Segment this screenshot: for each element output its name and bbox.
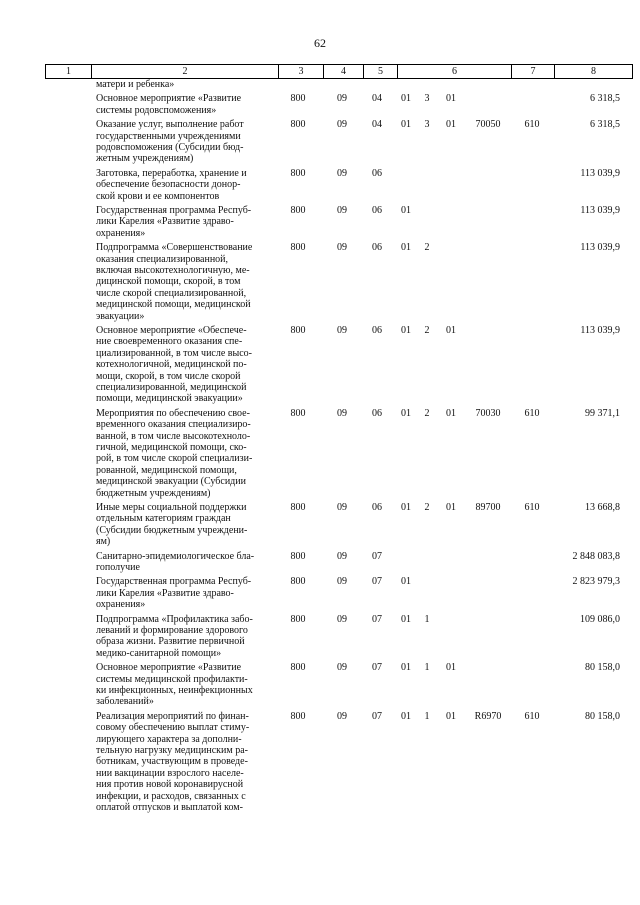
direction: R6970 — [474, 710, 502, 722]
amount: 80 158,0 — [585, 710, 620, 722]
description-line: леваний и формирование здорового — [96, 624, 248, 636]
row-description — [96, 576, 268, 610]
table-row — [0, 711, 640, 817]
budget-code: 800 — [290, 576, 306, 588]
program: 01 — [401, 204, 411, 216]
description-line: дицинской помощи, скорой, в том — [96, 276, 241, 288]
table-row — [0, 576, 640, 613]
budget-code: 800 — [290, 324, 306, 336]
subprogram: 3 — [424, 93, 430, 105]
section: 09 — [337, 407, 347, 419]
activity: 01 — [446, 407, 456, 419]
budget-code: 800 — [290, 407, 306, 419]
description-line: ки инфекционных, неинфекционных — [96, 684, 253, 696]
subprogram: 2 — [424, 242, 430, 254]
subsection: 06 — [372, 324, 382, 336]
row-description — [96, 502, 268, 548]
description-line: Реализация мероприятий по финан- — [96, 710, 249, 722]
activity: 01 — [446, 501, 456, 513]
description-line: обеспечение безопасности донор- — [96, 179, 241, 191]
subsection: 06 — [372, 167, 382, 179]
subsection: 06 — [372, 501, 382, 513]
amount: 99 371,1 — [585, 407, 620, 419]
header-col-4: 4 — [341, 66, 346, 77]
description-line: Заготовка, переработка, хранение и — [96, 167, 247, 179]
expense-type: 610 — [524, 407, 540, 419]
program: 01 — [401, 119, 411, 131]
description-line: ботникам, участвующим в проведе- — [96, 756, 248, 768]
description-line: образа жизни. Развитие первичной — [96, 636, 245, 648]
description-line: числе скорой специализированной, — [96, 287, 247, 299]
description-line: Государственная программа Респуб- — [96, 204, 252, 216]
header-col-2: 2 — [182, 66, 188, 77]
row-description — [96, 711, 268, 814]
amount: 13 668,8 — [585, 501, 620, 513]
activity: 01 — [446, 119, 456, 131]
amount: 113 039,9 — [580, 242, 620, 254]
section: 09 — [337, 550, 347, 562]
row-description — [96, 614, 268, 660]
subsection: 06 — [372, 204, 382, 216]
section: 09 — [337, 204, 347, 216]
table-header — [45, 64, 633, 79]
budget-code: 800 — [290, 710, 306, 722]
description-line: системы медицинской профилакти- — [96, 673, 248, 685]
subprogram: 2 — [424, 324, 430, 336]
description-line: государственными учреждениями — [96, 130, 241, 142]
amount: 113 039,9 — [580, 204, 620, 216]
description-line: Основное мероприятие «Развитие — [96, 662, 242, 674]
subsection: 07 — [372, 613, 382, 625]
subsection: 04 — [372, 119, 382, 131]
program: 01 — [401, 662, 411, 674]
description-line: ванной, в том числе высокотехноло- — [96, 430, 251, 442]
subprogram: 2 — [424, 501, 430, 513]
table-row — [0, 242, 640, 325]
page-number: 62 — [314, 36, 326, 50]
description-line: (Субсидии бюджетным учреждени- — [96, 524, 248, 536]
direction: 70030 — [475, 407, 501, 419]
table-row — [0, 662, 640, 711]
expense-type: 610 — [524, 501, 540, 513]
amount: 113 039,9 — [580, 324, 620, 336]
description-line: циализированной, в том числе высо- — [96, 347, 253, 359]
section: 09 — [337, 576, 347, 588]
description-line: оказания специализированной, — [96, 253, 229, 265]
subsection: 07 — [372, 710, 382, 722]
amount: 2 848 083,8 — [572, 550, 620, 562]
section: 09 — [337, 167, 347, 179]
subprogram: 3 — [424, 119, 430, 131]
description-line: гичной, медицинской помощи, ско- — [96, 441, 247, 453]
program: 01 — [401, 324, 411, 336]
activity: 01 — [446, 93, 456, 105]
description-line: Подпрограмма «Совершенствование — [96, 242, 253, 254]
table-row — [0, 614, 640, 663]
table-body — [0, 79, 640, 816]
table-row — [0, 408, 640, 502]
table-row — [0, 168, 640, 205]
description-line: жетным учреждениям) — [96, 153, 194, 165]
description-line: помощи, медицинской эвакуации» — [96, 393, 243, 405]
budget-code: 800 — [290, 167, 306, 179]
table-row — [0, 325, 640, 408]
description-line: лики Карелия «Развитие здраво- — [96, 216, 234, 228]
table-row — [0, 119, 640, 168]
description-line: Иные меры социальной поддержки — [96, 501, 247, 513]
description-line: родовспоможения (Субсидии бюд- — [96, 142, 244, 153]
description-line: рой, в том числе скорой специализи- — [96, 453, 253, 465]
section: 09 — [337, 324, 347, 336]
section: 09 — [337, 242, 347, 254]
amount: 2 823 979,3 — [572, 576, 620, 588]
table-row — [0, 502, 640, 551]
program: 01 — [401, 242, 411, 254]
description-line: Государственная программа Респуб- — [96, 576, 252, 588]
section: 09 — [337, 119, 347, 131]
row-description — [96, 119, 268, 165]
description-line: медицинской эвакуации (Субсидии — [96, 476, 246, 488]
header-col-8: 8 — [591, 66, 596, 77]
direction: 70050 — [475, 119, 501, 131]
subsection: 07 — [372, 576, 382, 588]
subsection: 04 — [372, 93, 382, 105]
row-description — [96, 93, 268, 116]
expense-type: 610 — [524, 119, 540, 131]
description-line: нии вакцинации взрослого населе- — [96, 767, 244, 779]
subsection: 06 — [372, 242, 382, 254]
row-description — [96, 242, 268, 322]
activity: 01 — [446, 662, 456, 674]
budget-code: 800 — [290, 613, 306, 625]
budget-code: 800 — [290, 119, 306, 131]
description-line: охранения» — [96, 599, 146, 611]
description-line: заболеваний» — [96, 696, 154, 708]
section: 09 — [337, 501, 347, 513]
description-line: ние своевременного оказания спе- — [96, 336, 243, 348]
description-line: медико-санитарной помощи» — [96, 647, 222, 659]
description-line: матери и ребенка» — [96, 79, 175, 90]
description-line: ской крови и ее компонентов — [96, 190, 220, 202]
description-line: эвакуации» — [96, 310, 145, 322]
description-line: Основное мероприятие «Развитие — [96, 93, 242, 105]
amount: 6 318,5 — [590, 93, 620, 105]
description-line: Мероприятия по обеспечению свое- — [96, 407, 250, 419]
budget-code: 800 — [290, 662, 306, 674]
subsection: 07 — [372, 662, 382, 674]
activity: 01 — [446, 324, 456, 336]
budget-code: 800 — [290, 204, 306, 216]
row-description — [96, 79, 268, 90]
description-line: специализированной, медицинской — [96, 381, 247, 393]
description-line: Основное мероприятие «Обеспече- — [96, 324, 247, 336]
description-line: ям) — [96, 536, 111, 548]
row-description — [96, 551, 268, 574]
program: 01 — [401, 407, 411, 419]
description-line: оплатой отпусков и выплатой ком- — [96, 801, 243, 813]
budget-code: 800 — [290, 501, 306, 513]
program: 01 — [401, 501, 411, 513]
table-row — [0, 551, 640, 577]
description-line: отдельным категориям граждан — [96, 513, 231, 525]
header-col-3: 3 — [298, 66, 304, 77]
row-description — [96, 168, 268, 202]
description-line: котехнологичной, медицинской по- — [96, 359, 247, 371]
description-line: инфекции, и расходов, связанных с — [96, 790, 246, 802]
section: 09 — [337, 613, 347, 625]
description-line: тельную нагрузку медицинским ра- — [96, 744, 248, 756]
budget-code: 800 — [290, 550, 306, 562]
subsection: 06 — [372, 407, 382, 419]
program: 01 — [401, 710, 411, 722]
row-description — [96, 205, 268, 239]
amount: 109 086,0 — [580, 613, 620, 625]
description-line: гополучие — [96, 561, 140, 573]
table-row — [0, 93, 640, 119]
subsection: 07 — [372, 550, 382, 562]
section: 09 — [337, 710, 347, 722]
description-line: Оказание услуг, выполнение работ — [96, 119, 244, 131]
header-col-5: 5 — [378, 66, 383, 77]
description-line: ния против новой коронавирусной — [96, 779, 244, 791]
description-line: системы родовспоможения» — [96, 104, 217, 116]
amount: 6 318,5 — [590, 119, 620, 131]
table-row — [0, 79, 640, 93]
row-description — [96, 325, 268, 405]
header-col-6: 6 — [452, 66, 457, 77]
description-line: Санитарно-эпидемиологическое бла- — [96, 550, 255, 562]
description-line: включая высокотехнологичную, ме- — [96, 264, 250, 276]
subprogram: 1 — [424, 710, 430, 722]
row-description — [96, 662, 268, 708]
program: 01 — [401, 613, 411, 625]
program: 01 — [401, 576, 411, 588]
program: 01 — [401, 93, 411, 105]
budget-code: 800 — [290, 242, 306, 254]
expense-type: 610 — [524, 710, 540, 722]
description-line: бюджетным учреждениям) — [96, 487, 211, 499]
description-line: медицинской помощи, медицинской — [96, 299, 251, 311]
amount: 80 158,0 — [585, 662, 620, 674]
table-row — [0, 205, 640, 242]
description-line: совому обеспечению выплат стиму- — [96, 722, 250, 734]
amount: 113 039,9 — [580, 167, 620, 179]
header-col-1: 1 — [66, 66, 71, 77]
description-line: Подпрограмма «Профилактика забо- — [96, 613, 253, 625]
description-line: охранения» — [96, 227, 146, 239]
header-col-7: 7 — [530, 66, 536, 77]
subprogram: 1 — [424, 613, 430, 625]
section: 09 — [337, 662, 347, 674]
description-line: лики Карелия «Развитие здраво- — [96, 587, 234, 599]
row-description — [96, 408, 268, 499]
subprogram: 2 — [424, 407, 430, 419]
budget-code: 800 — [290, 93, 306, 105]
description-line: лирующего характера за дополни- — [96, 733, 242, 745]
activity: 01 — [446, 710, 456, 722]
description-line: мощи, скорой, в том числе скорой — [96, 370, 241, 382]
description-line: временного оказания специализиро- — [96, 419, 251, 431]
subprogram: 1 — [424, 662, 430, 674]
section: 09 — [337, 93, 347, 105]
description-line: рованной, медицинской помощи, — [96, 464, 237, 476]
direction: 89700 — [475, 501, 501, 513]
